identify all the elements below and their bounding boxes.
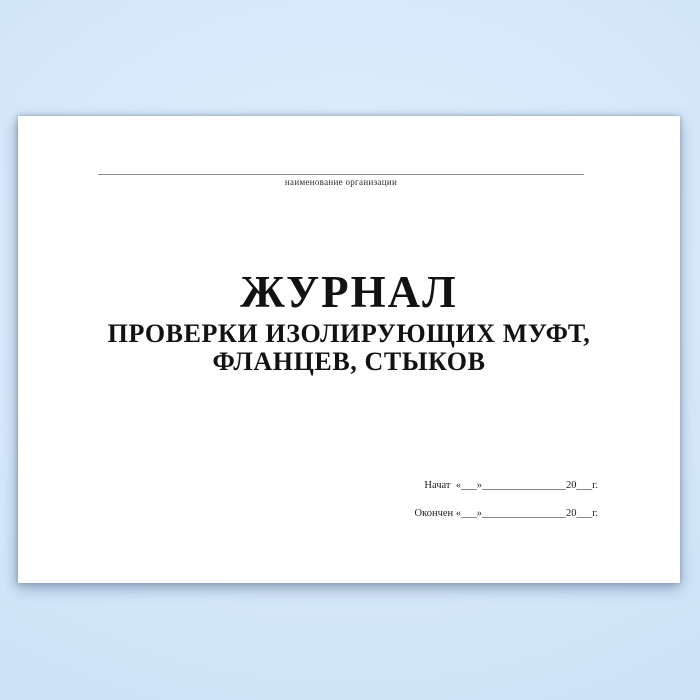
journal-subtitle-line-2: ФЛАНЦЕВ, СТЫКОВ <box>212 347 486 376</box>
organization-name-field <box>98 174 584 187</box>
dates-block <box>415 480 598 536</box>
journal-subtitle-line-1: ПРОВЕРКИ ИЗОЛИРУЮЩИХ МУФТ, <box>107 319 591 348</box>
journal-title: ЖУРНАЛ <box>240 267 458 317</box>
started-date-line: Начат «___»________________20___г. <box>424 480 598 491</box>
journal-cover-page <box>18 116 680 583</box>
organization-name-label: наименование организации <box>284 177 398 187</box>
finished-date-line: Окончен «___»________________20___г. <box>414 508 598 519</box>
title-block <box>18 269 680 376</box>
